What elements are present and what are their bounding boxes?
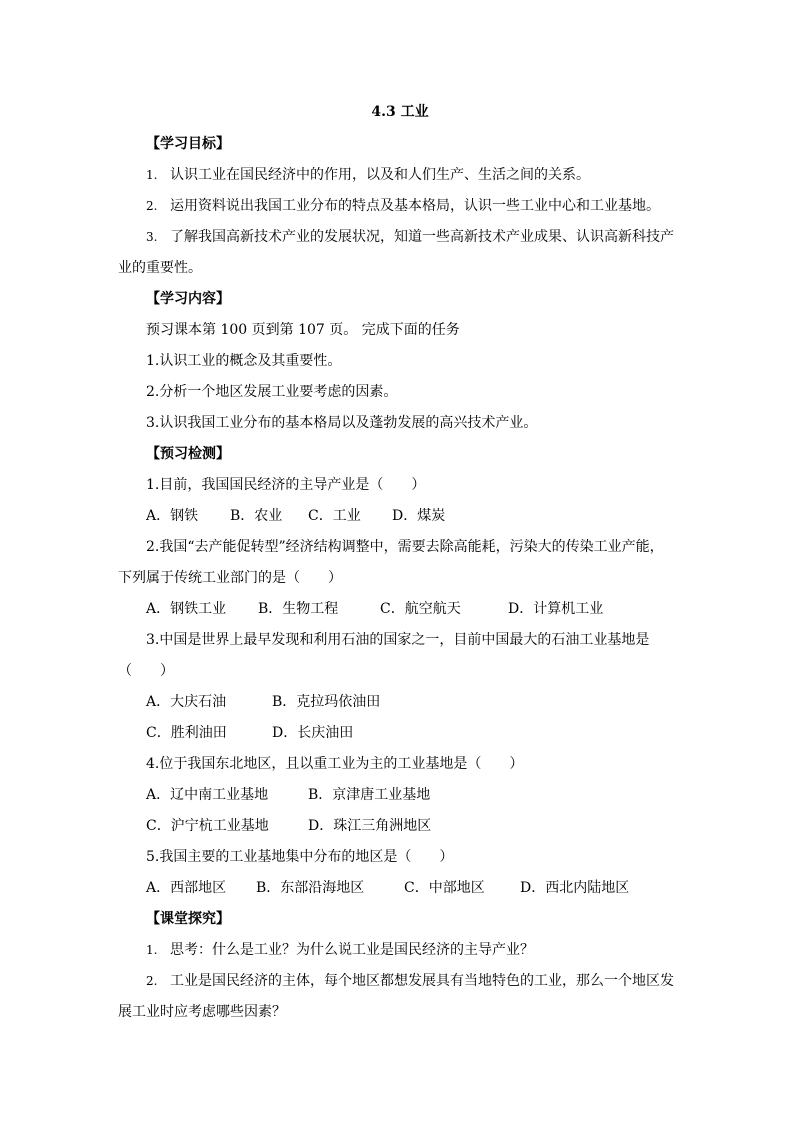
goal-num: 3. [146,230,158,244]
option-a: A．大庆石油 [146,694,227,710]
option-d: D．煤炭 [392,508,446,524]
goal-num: 2. [146,199,158,213]
question-3-stem: 3.中国是世界上最早发现和利用石油的国家之一，目前中国最大的石油工业基地是 [146,632,650,648]
question-5-stem: 5.我国主要的工业基地集中分布的地区是（ ） [146,849,454,865]
option-b: B．生物工程 [258,601,339,617]
content-intro: 预习课本第 100 页到第 107 页。 完成下面的任务 [146,322,460,338]
question-3-options-row-1 [118,693,678,712]
option-c: C．沪宁杭工业基地 [146,818,269,834]
question-5-options [118,879,678,898]
document-title: 4.3 工业 [371,104,429,120]
explore-item-2 [118,972,678,991]
goal-text: 了解我国高新技术产业的发展状况，知道一些高新技术产业成果、认识高新科技产 [170,229,674,245]
option-d: D．西北内陆地区 [520,880,630,896]
question-2-stem: 2.我国“去产能促转型”经济结构调整中，需要去除高能耗，污染大的传染工业产能， [146,539,664,555]
option-b: B．京津唐工业基地 [308,787,431,803]
question-1-options [118,507,678,526]
section-header-explore: 【课堂探究】 [146,911,230,927]
content-item-1: 1.认识工业的概念及其重要性。 [146,353,342,369]
content-item-3: 3.认识我国工业分布的基本格局以及蓬勃发展的高兴技术产业。 [146,415,538,431]
option-c: C．胜利油田 [146,725,227,741]
goal-num: 1. [146,168,158,182]
goal-text: 认识工业在国民经济中的作用，以及和人们生产、生活之间的关系。 [170,167,590,183]
question-3-options-row-2 [118,724,678,743]
question-2-options [118,600,678,619]
option-b: B．东部沿海地区 [256,880,365,896]
explore-text: 工业是国民经济的主体，每个地区都想发展具有当地特色的工业，那么一个地区发 [170,973,674,989]
content-item-2: 2.分析一个地区发展工业要考虑的因素。 [146,384,398,400]
option-a: A．钢铁 [146,508,199,524]
goal-item-2 [118,197,678,216]
explore-item-2-continued: 展工业时应考虑哪些因素？ [118,1004,286,1020]
document-content [118,102,678,1022]
option-a: A．辽中南工业基地 [146,787,269,803]
question-2-stem-continued: 下列属于传统工业部门的是（ ） [118,570,342,586]
goal-text: 运用资料说出我国工业分布的特点及基本格局，认识一些工业中心和工业基地。 [170,198,660,214]
option-d: D．长庆油田 [272,725,354,741]
section-header-content: 【学习内容】 [146,291,230,307]
question-4-options-row-1 [118,786,678,805]
option-a: A．钢铁工业 [146,601,227,617]
explore-num: 2. [146,974,158,988]
question-4-stem: 4.位于我国东北地区，且以重工业为主的工业基地是（ ） [146,756,524,772]
section-header-check: 【预习检测】 [146,446,230,462]
goal-item-3-continued: 业的重要性。 [118,260,202,276]
option-b: B．克拉玛依油田 [272,694,381,710]
goal-item-3 [118,228,678,247]
option-b: B．农业 [230,508,283,524]
option-d: D．珠江三角洲地区 [308,818,432,834]
option-c: C．工业 [308,508,361,524]
question-4-options-row-2 [118,817,678,836]
explore-item-1 [118,941,678,960]
option-d: D．计算机工业 [508,601,604,617]
question-3-stem-continued: （ ） [118,663,174,679]
explore-text: 思考：什么是工业？为什么说工业是国民经济的主导产业？ [170,942,534,958]
goal-item-1 [118,166,678,185]
question-1-stem: 1.目前，我国国民经济的主导产业是（ ） [146,477,426,493]
option-c: C．中部地区 [404,880,485,896]
option-c: C．航空航天 [380,601,461,617]
section-header-goals: 【学习目标】 [146,136,230,152]
explore-num: 1. [146,943,158,957]
option-a: A．西部地区 [146,880,227,896]
